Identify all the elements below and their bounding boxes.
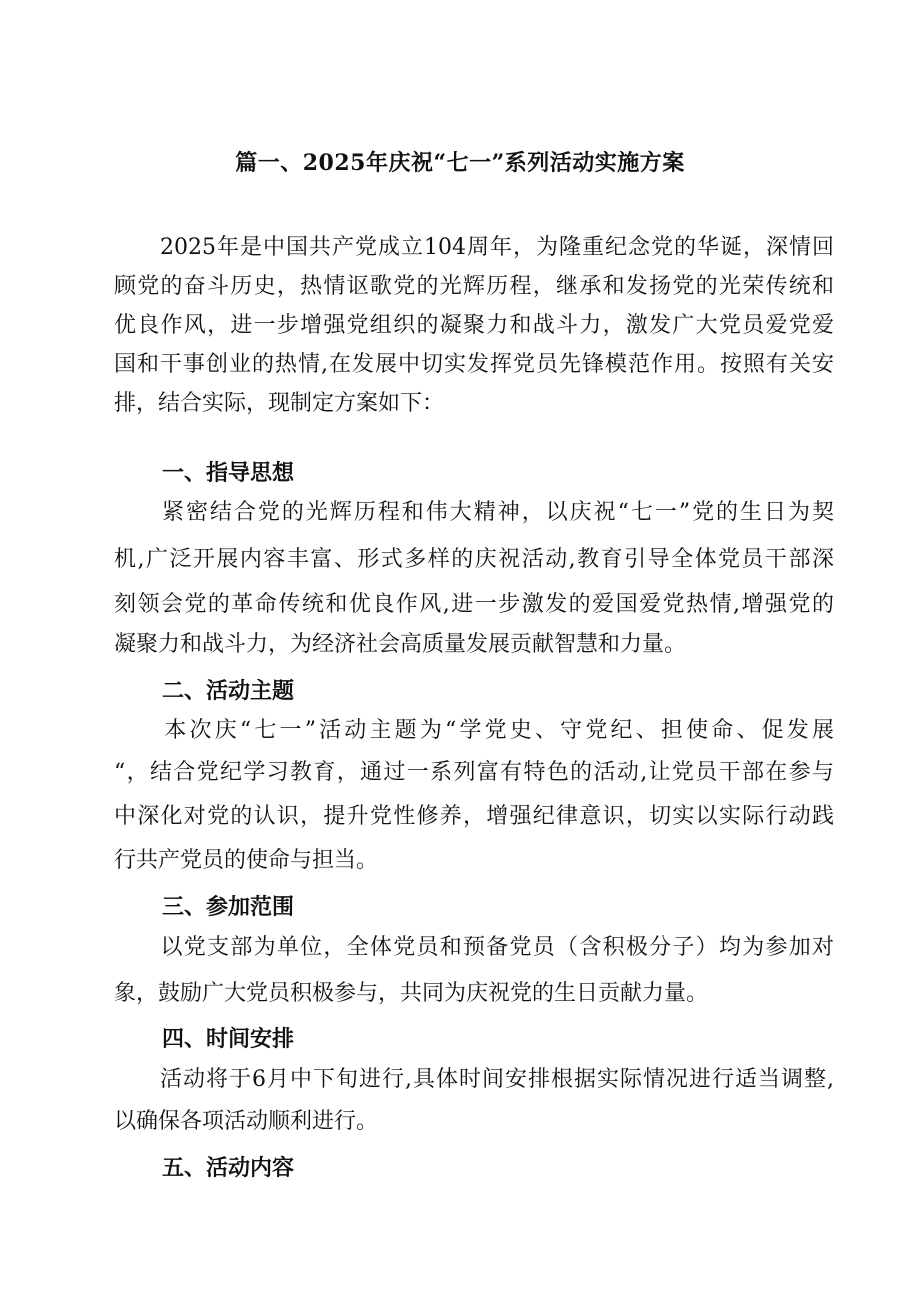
intro-line: 国和干事创业的热情,在发展中切实发挥党员先锋模范作用。按照有关安	[114, 352, 834, 377]
paragraph-line: “，结合党纪学习教育，通过一系列富有特色的活动,让党员干部在参与	[114, 760, 834, 785]
document-title: 篇一、2025年庆祝“七一”系列活动实施方案	[235, 150, 685, 176]
section-heading: 四、时间安排	[162, 1026, 295, 1052]
section-heading: 三、参加范围	[162, 894, 295, 920]
intro-line: 顾党的奋斗历史，热情讴歌党的光辉历程，继承和发扬党的光荣传统和	[114, 274, 834, 299]
intro-line: 排，结合实际，现制定方案如下：	[114, 391, 445, 416]
intro-line: 优良作风，进一步增强党组织的凝聚力和战斗力，激发广大党员爱党爱	[114, 313, 834, 338]
paragraph-line: 刻领会党的革命传统和优良作风,进一步激发的爱国爱党热情,增强党的	[114, 592, 834, 617]
paragraph-line: 行共产党员的使命与担当。	[114, 848, 379, 873]
paragraph-line: 象，鼓励广大党员积极参与，共同为庆祝党的生日贡献力量。	[114, 981, 709, 1006]
intro-line: 2025年是中国共产党成立104周年，为隆重纪念党的华诞，深情回	[114, 235, 834, 260]
paragraph-line: 机,广泛开展内容丰富、形式多样的庆祝活动,教育引导全体党员干部深	[114, 547, 834, 572]
section-heading: 二、活动主题	[162, 678, 295, 704]
paragraph-line: 以确保各项活动顺利进行。	[114, 1109, 379, 1134]
paragraph-line: 活动将于6月中下旬进行,具体时间安排根据实际情况进行适当调整,	[114, 1067, 834, 1092]
paragraph-line: 中深化对党的认识，提升党性修养，增强纪律意识，切实以实际行动践	[114, 804, 834, 829]
paragraph-line: 以党支部为单位，全体党员和预备党员（含积极分子）均为参加对	[114, 935, 834, 960]
section-heading: 五、活动内容	[162, 1155, 295, 1181]
paragraph-line: 紧密结合党的光辉历程和伟大精神，以庆祝“七一”党的生日为契	[114, 500, 834, 525]
paragraph-line: 本次庆“七一”活动主题为“学党史、守党纪、担使命、促发展	[114, 718, 834, 743]
paragraph-line: 凝聚力和战斗力，为经济社会高质量发展贡献智慧和力量。	[114, 632, 687, 657]
section-heading: 一、指导思想	[162, 460, 295, 486]
